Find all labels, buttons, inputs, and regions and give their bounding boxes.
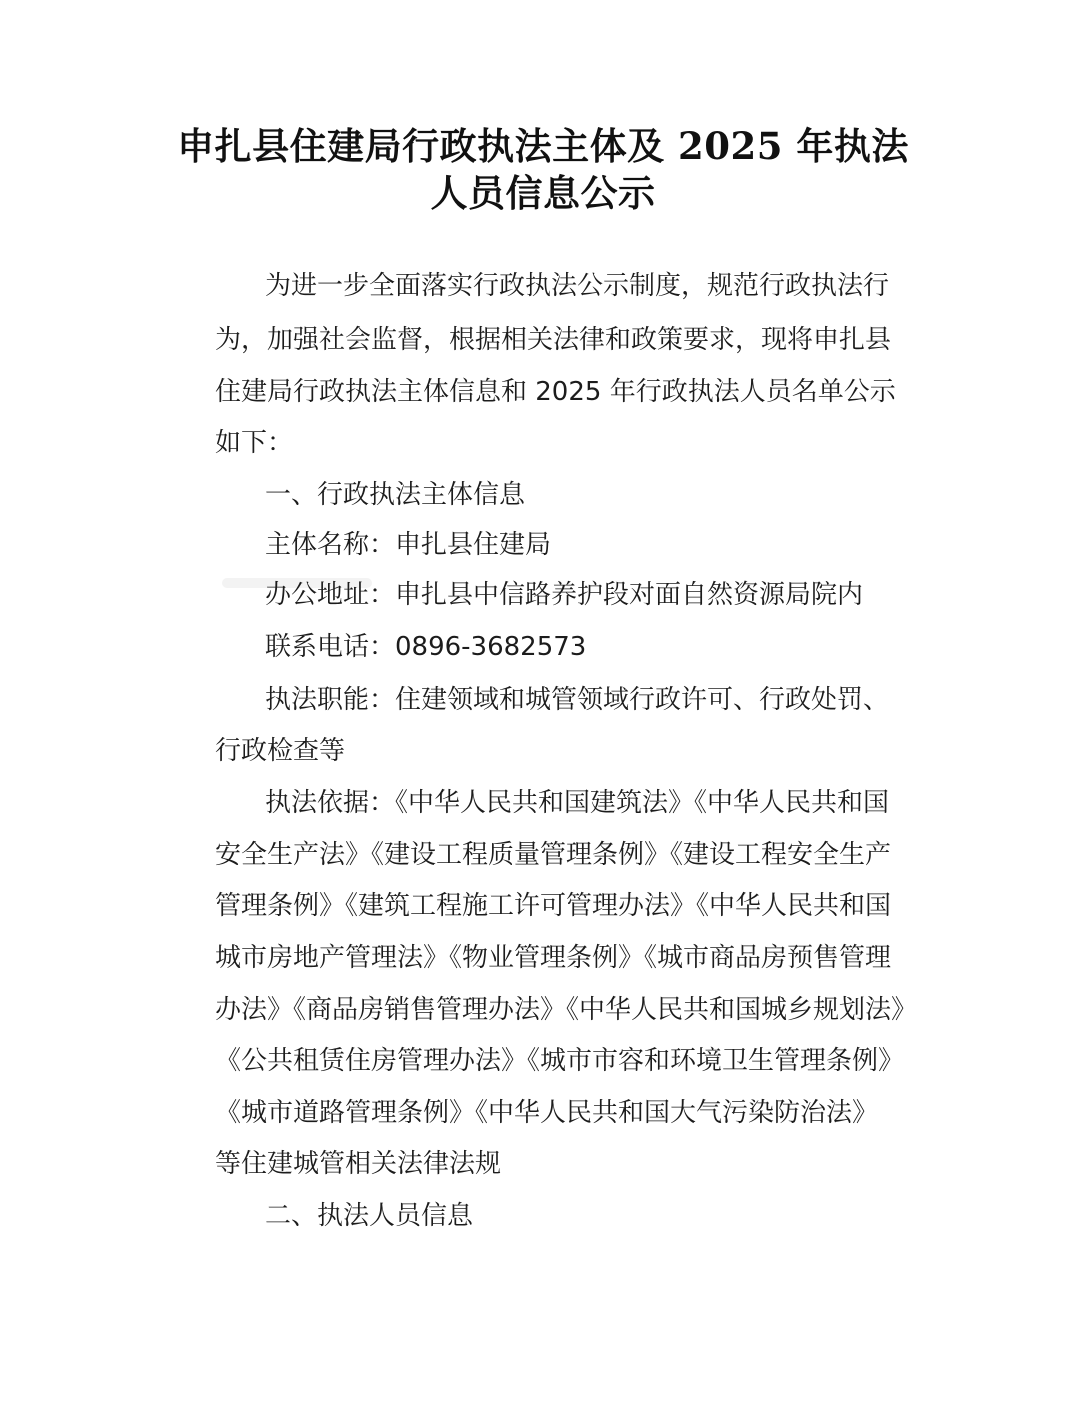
basis-line-2: 安全生产法》《建设工程质量管理条例》《建设工程安全生产 bbox=[215, 840, 892, 870]
basis-line-3: 管理条例》《建筑工程施工许可管理办法》《中华人民共和国 bbox=[215, 891, 892, 921]
basis-line-4: 城市房地产管理法》《物业管理条例》《城市商品房预售管理 bbox=[215, 943, 892, 973]
basis-line-8: 等住建城管相关法律法规 bbox=[215, 1149, 502, 1179]
entity-name: 主体名称：申扎县住建局 bbox=[265, 530, 552, 560]
basis-line-5: 办法》《商品房销售管理办法》《中华人民共和国城乡规划法》 bbox=[215, 995, 918, 1025]
section1-heading: 一、行政执法主体信息 bbox=[265, 480, 526, 510]
office-address: 办公地址：申扎县中信路养护段对面自然资源局院内 bbox=[265, 580, 864, 610]
document-title-line-1: 申扎县住建局行政执法主体及 2025 年执法 bbox=[177, 124, 909, 168]
functions-line-2: 行政检查等 bbox=[215, 736, 346, 766]
intro-line-4: 如下： bbox=[215, 428, 294, 458]
basis-line-6: 《公共租赁住房管理办法》《城市市容和环境卫生管理条例》 bbox=[215, 1046, 905, 1076]
document-title-line-2: 人员信息公示 bbox=[430, 171, 656, 215]
intro-line-2: 为，加强社会监督，根据相关法律和政策要求，现将申扎县 bbox=[215, 325, 892, 355]
intro-line-1: 为进一步全面落实行政执法公示制度，规范行政执法行 bbox=[265, 271, 890, 301]
intro-line-3: 住建局行政执法主体信息和 2025 年行政执法人员名单公示 bbox=[215, 377, 896, 407]
section2-heading: 二、执法人员信息 bbox=[265, 1201, 474, 1231]
functions-line-1: 执法职能：住建领域和城管领域行政许可、行政处罚、 bbox=[265, 685, 890, 715]
contact-phone: 联系电话：0896-3682573 bbox=[265, 632, 587, 662]
basis-line-1: 执法依据：《中华人民共和国建筑法》《中华人民共和国 bbox=[265, 788, 890, 818]
basis-line-7: 《城市道路管理条例》《中华人民共和国大气污染防治法》 bbox=[215, 1098, 879, 1128]
